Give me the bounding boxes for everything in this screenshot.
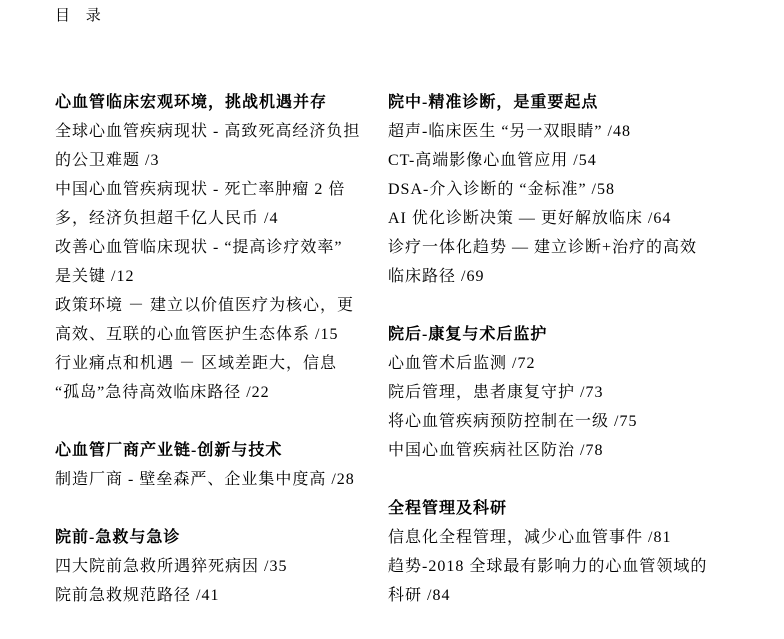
toc-columns <box>55 88 784 639</box>
toc-entry-line: 改善心血管临床现状 - “提高诊疗效率” <box>55 239 343 256</box>
toc-section-heading: 院后-康复与术后监护 <box>388 326 548 343</box>
toc-entry-line: CT-高端影像心血管应用 /54 <box>388 152 597 169</box>
toc-entry-line: 全球心血管疾病现状 - 高致死高经济负担 <box>55 123 361 140</box>
toc-entry-line: 院前急救规范路径 /41 <box>55 587 220 604</box>
toc-entry-line: AI 优化诊断决策 — 更好解放临床 /64 <box>388 210 672 227</box>
toc-section <box>55 88 388 407</box>
toc-entry-line: “孤岛”急待高效临床路径 /22 <box>55 384 270 401</box>
toc-section-heading: 院前-急救与急诊 <box>55 529 181 546</box>
toc-entry-line: 超声-临床医生 “另一双眼睛” /48 <box>388 123 631 140</box>
toc-entry-line: 的公卫难题 /3 <box>55 152 160 169</box>
toc-entry-line: 是关键 /12 <box>55 268 135 285</box>
toc-entry-line: 政策环境 － 建立以价值医疗为核心，更 <box>55 297 355 314</box>
toc-entry-line: 中国心血管疾病现状 - 死亡率肿瘤 2 倍 <box>55 181 346 198</box>
toc-section <box>55 436 388 494</box>
toc-entry-line: 心血管术后监测 /72 <box>388 355 536 372</box>
toc-section-heading: 全程管理及科研 <box>388 500 508 517</box>
toc-entry-line: 四大院前急救所遇猝死病因 /35 <box>55 558 288 575</box>
toc-entry-line: 多，经济负担超千亿人民币 /4 <box>55 210 279 227</box>
toc-column-right <box>388 88 735 639</box>
toc-section <box>55 523 388 610</box>
toc-section <box>388 494 735 610</box>
toc-entry-line: DSA-介入诊断的 “金标准” /58 <box>388 181 615 198</box>
toc-entry-line: 信息化全程管理，减少心血管事件 /81 <box>388 529 672 546</box>
toc-section-heading: 心血管临床宏观环境，挑战机遇并存 <box>55 94 328 111</box>
toc-column-left <box>55 88 388 639</box>
toc-entry-line: 制造厂商 - 壁垒森严、企业集中度高 /28 <box>55 471 355 488</box>
toc-entry-line: 诊疗一体化趋势 — 建立诊断+治疗的高效 <box>388 239 698 256</box>
toc-section <box>388 320 735 465</box>
toc-entry-line: 院后管理，患者康复守护 /73 <box>388 384 604 401</box>
toc-entry-line: 行业痛点和机遇 － 区域差距大，信息 <box>55 355 338 372</box>
toc-entry-line: 将心血管疾病预防控制在一级 /75 <box>388 413 638 430</box>
toc-entry-line: 高效、互联的心血管医护生态体系 /15 <box>55 326 339 343</box>
toc-entry-line: 趋势-2018 全球最有影响力的心血管领域的 <box>388 558 708 575</box>
page-title: 目 录 <box>55 8 107 24</box>
toc-entry-line: 临床路径 /69 <box>388 268 485 285</box>
toc-entry-line: 科研 /84 <box>388 587 451 604</box>
toc-section-heading: 心血管厂商产业链-创新与技术 <box>55 442 283 459</box>
toc-entry-line: 中国心血管疾病社区防治 /78 <box>388 442 604 459</box>
toc-section-heading: 院中-精准诊断，是重要起点 <box>388 94 599 111</box>
toc-section <box>388 88 735 291</box>
